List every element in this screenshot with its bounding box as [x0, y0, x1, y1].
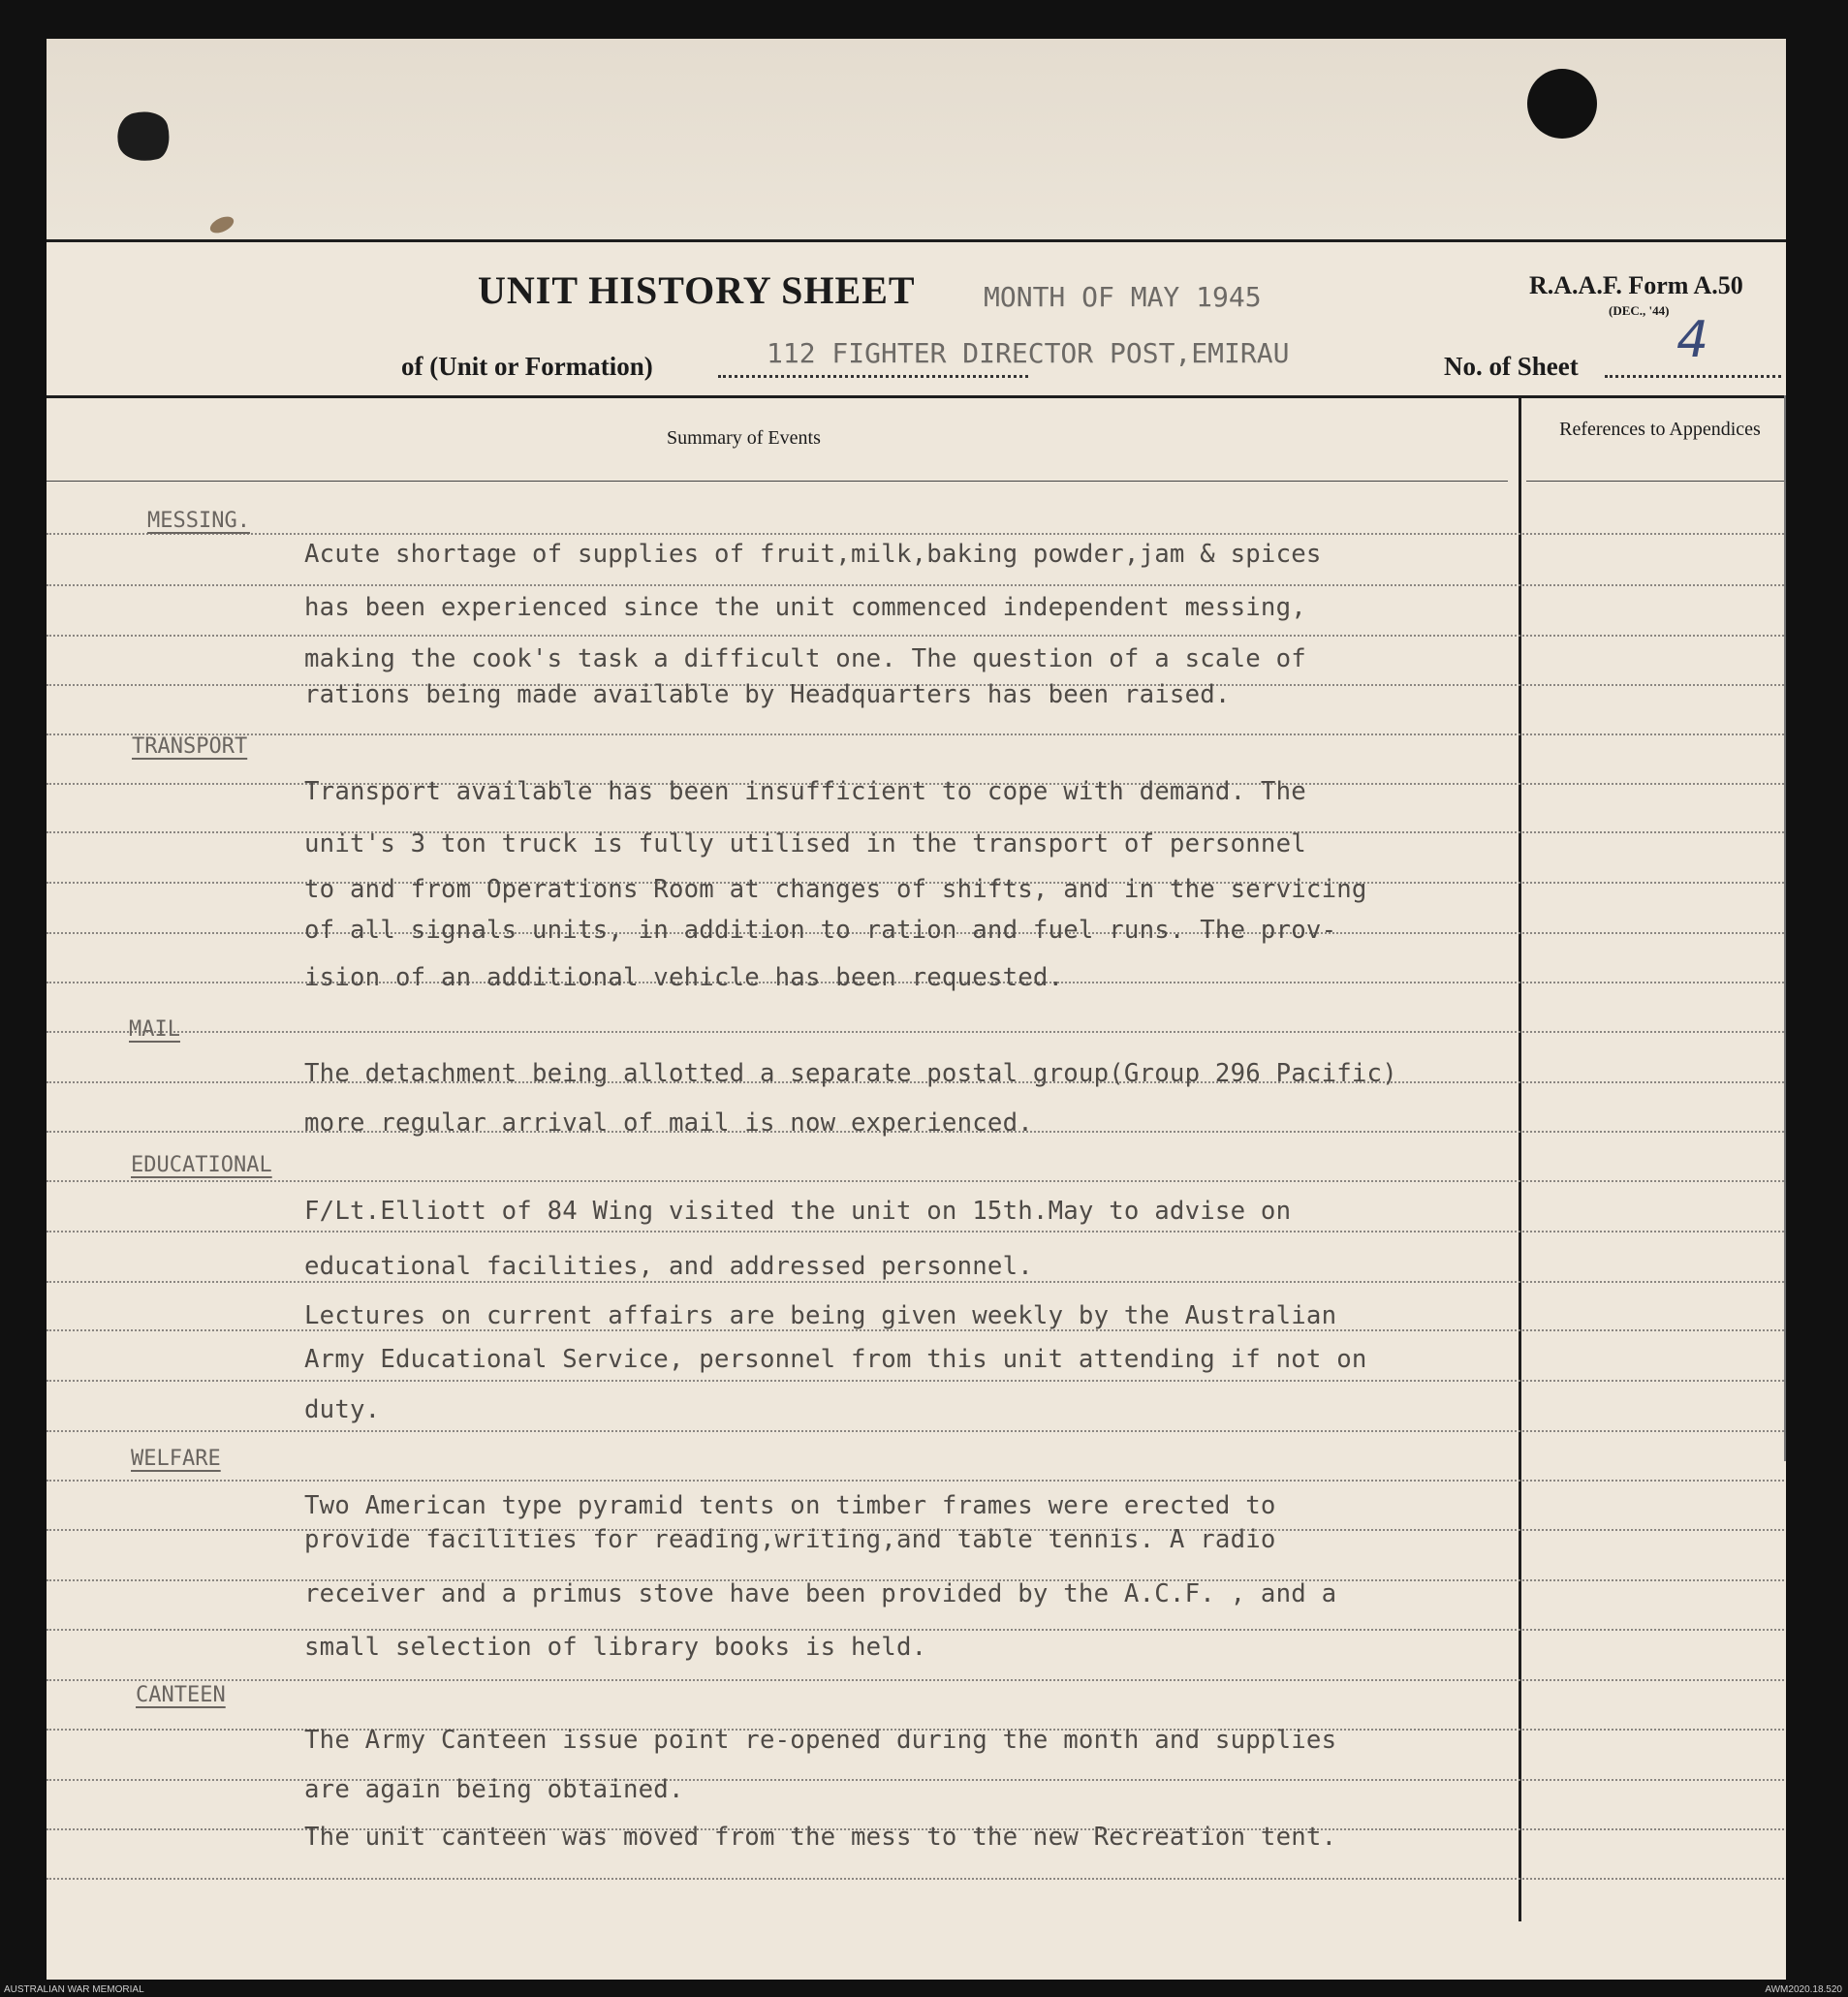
text-line: The unit canteen was moved from the mess to the new Recreation tent.	[304, 1823, 1337, 1852]
text-line: has been experienced since the unit commenced independent messing,	[304, 593, 1306, 622]
form-number: R.A.A.F. Form A.50	[1529, 271, 1743, 299]
punch-hole	[1527, 69, 1597, 139]
ruled-line	[47, 1281, 1784, 1283]
ruled-line	[47, 1679, 1784, 1681]
text-line: The Army Canteen issue point re-opened during the month and supplies	[304, 1726, 1337, 1755]
table-right-edge	[1784, 395, 1786, 1461]
text-line: ision of an additional vehicle has been requested.	[304, 963, 1064, 992]
sheet-title: UNIT HISTORY SHEET	[478, 268, 916, 312]
text-line: unit's 3 ton truck is fully utilised in the transport of personnel	[304, 829, 1306, 858]
section-heading-messing: MESSING.	[147, 509, 250, 533]
text-line: Transport available has been insufficient to cope with demand. The	[304, 777, 1306, 806]
text-line: rations being made available by Headquarters has been raised.	[304, 680, 1231, 709]
sheet-dotted-line	[1605, 375, 1781, 378]
ruled-line	[47, 1629, 1784, 1631]
summary-column-header: Summary of Events	[667, 427, 821, 449]
unit-dotted-line	[718, 375, 1028, 378]
footer-credit: AUSTRALIAN WAR MEMORIAL	[4, 1984, 144, 1995]
text-line: more regular arrival of mail is now experienced.	[304, 1108, 1033, 1138]
references-header-rule	[1526, 481, 1784, 482]
text-line: F/Lt.Elliott of 84 Wing visited the unit on 15th.May to advise on	[304, 1197, 1292, 1226]
section-heading-canteen: CANTEEN	[136, 1683, 226, 1707]
text-line: to and from Operations Room at changes of shifts, and in the servicing	[304, 875, 1367, 904]
unit-value: 112 FIGHTER DIRECTOR POST,EMIRAU	[767, 337, 1290, 369]
ruled-line	[47, 1231, 1784, 1233]
unit-label: of (Unit or Formation)	[401, 352, 653, 381]
text-line: duty.	[304, 1395, 381, 1424]
section-heading-transport: TRANSPORT	[132, 734, 248, 759]
text-line: small selection of library books is held.	[304, 1633, 927, 1662]
references-column-header: References to Appendices	[1559, 419, 1761, 440]
ruled-line	[47, 635, 1784, 637]
ruled-line	[47, 1180, 1784, 1182]
paper-upper-band	[47, 39, 1786, 240]
text-line: of all signals units, in addition to ration and fuel runs. The prov-	[304, 916, 1337, 945]
document-sheet	[47, 39, 1786, 1980]
ruled-line	[47, 733, 1784, 735]
ruled-line	[47, 584, 1784, 586]
text-line: educational facilities, and addressed personnel.	[304, 1252, 1033, 1281]
form-edition-date: (DEC., '44)	[1609, 303, 1670, 318]
ruled-line	[47, 1380, 1784, 1382]
table-top-rule	[47, 395, 1786, 398]
text-line: Two American type pyramid tents on timber frames were erected to	[304, 1491, 1276, 1520]
section-heading-educational: EDUCATIONAL	[131, 1153, 272, 1177]
sheet-number-label: No. of Sheet	[1444, 352, 1579, 381]
ruled-line	[47, 1031, 1784, 1033]
text-line: The detachment being allotted a separate postal group(Group 296 Pacific)	[304, 1059, 1397, 1088]
header-top-rule	[47, 239, 1786, 242]
footer-accession-number: AWM2020.18.520	[1765, 1984, 1842, 1995]
ruled-line	[47, 1430, 1784, 1432]
ruled-line	[47, 1878, 1784, 1880]
sheet-number-handwritten: 4	[1676, 311, 1709, 369]
ruled-line	[47, 1480, 1784, 1482]
text-line: Army Educational Service, personnel from this unit attending if not on	[304, 1345, 1367, 1374]
text-line: are again being obtained.	[304, 1775, 684, 1804]
ruled-line	[47, 533, 1784, 535]
text-line: Acute shortage of supplies of fruit,milk,baking powder,jam & spices	[304, 540, 1322, 569]
summary-header-rule	[47, 481, 1508, 482]
text-line: receiver and a primus stove have been provided by the A.C.F. , and a	[304, 1579, 1337, 1608]
text-line: provide facilities for reading,writing,and table tennis. A radio	[304, 1525, 1276, 1554]
section-heading-welfare: WELFARE	[131, 1447, 221, 1471]
text-line: Lectures on current affairs are being given weekly by the Australian	[304, 1301, 1337, 1330]
section-heading-mail: MAIL	[129, 1017, 180, 1042]
text-line: making the cook's task a difficult one. The question of a scale of	[304, 644, 1306, 673]
column-divider	[1519, 395, 1521, 1921]
report-month: MONTH OF MAY 1945	[984, 281, 1262, 313]
